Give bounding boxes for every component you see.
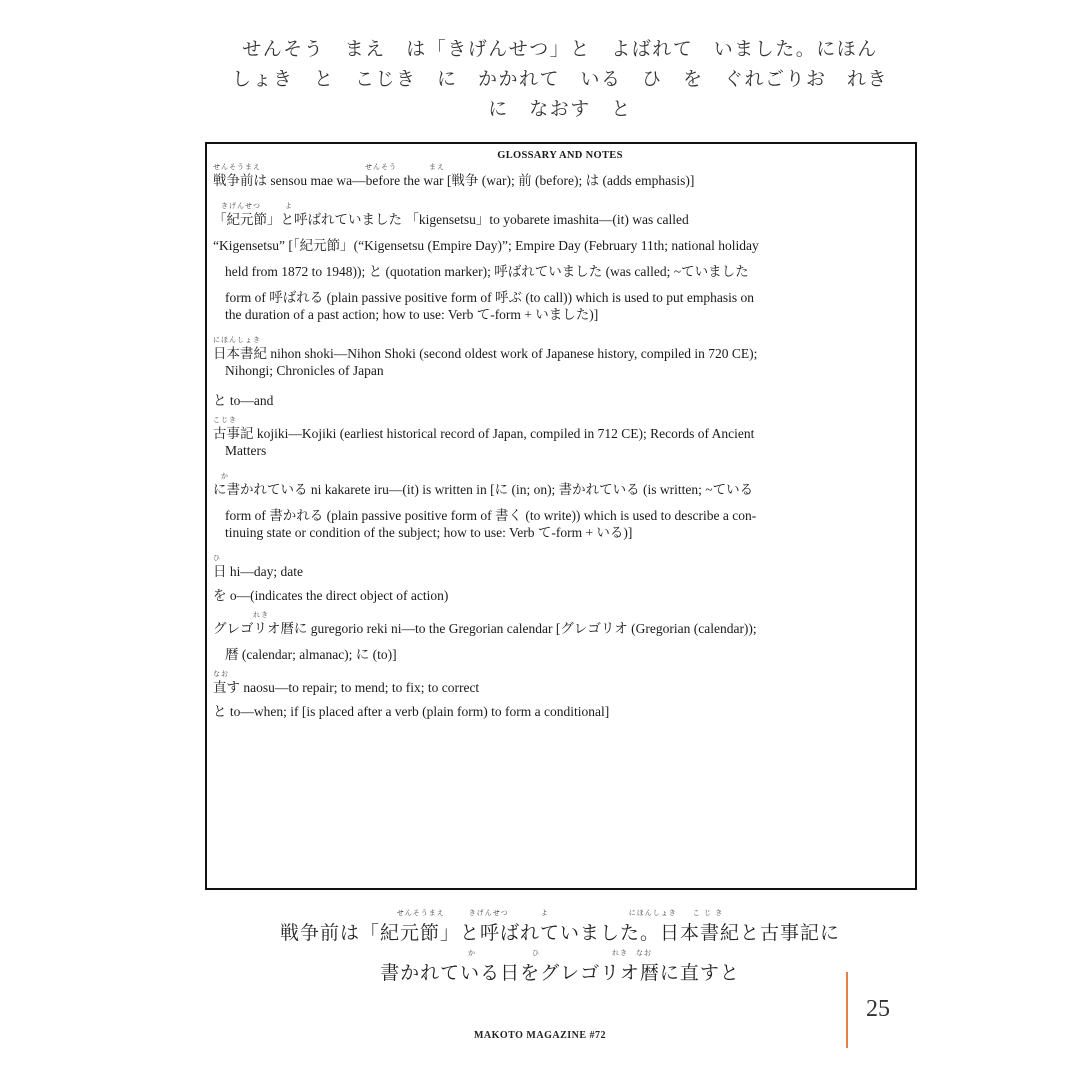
sentence-furigana-2: か ひ れき なお: [468, 949, 652, 957]
entry-line: 日 hi—day; date: [213, 564, 303, 579]
entry-line: 古事記 kojiki—Kojiki (earliest historical record of Japan, compiled in 712 CE); Records of Ancient: [213, 426, 755, 441]
kana-line-2: しょき と こじき に かかれて いる ひ を ぐれごりお れき: [231, 68, 888, 90]
kana-line-1: せんそう まえ は「きげんせつ」と よばれて いました。にほん: [242, 38, 878, 60]
furigana: なお: [213, 670, 229, 678]
entry-line: Matters: [225, 443, 267, 458]
glossary-entry-kojiki: [213, 416, 907, 459]
entry-line: 戦争前は sensou mae wa—before the war [戦争 (war); 前 (before); は (adds emphasis)]: [213, 173, 695, 188]
glossary-entry-nihon-shoki: [213, 336, 907, 379]
glossary-entry-to-conditional: [213, 703, 907, 720]
entry-line: “Kigensetsu” [「紀元節」(“Kigensetsu (Empire Day)”; Empire Day (February 11th; national holiday: [213, 238, 759, 253]
page-number-rule: [846, 972, 848, 1048]
furigana: こじき: [213, 416, 237, 424]
sentence-furigana-1: せんそうまえ きげんせつ よ にほんしょき こ じ き: [396, 909, 724, 917]
furigana: か: [213, 472, 229, 480]
kana-title-block: [200, 34, 920, 124]
magazine-footer: MAKOTO MAGAZINE #72: [473, 1030, 607, 1041]
entry-line: 日本書紀 nihon shoki—Nihon Shoki (second oldest work of Japanese history, compiled in 720 CE);: [213, 346, 758, 361]
sentence-line-1: 戦争前は「紀元節」と呼ばれていました。日本書紀と古事記に: [279, 922, 840, 944]
furigana: きげんせつ よ: [213, 202, 293, 210]
furigana: にほんしょき: [213, 336, 261, 344]
furigana: ひ: [213, 554, 221, 562]
glossary-entry-hi: [213, 554, 907, 580]
glossary-title: GLOSSARY AND NOTES: [497, 150, 623, 161]
entry-line: 「紀元節」と呼ばれていました 「kigensetsu」to yobarete imashita—(it) was called: [213, 212, 689, 227]
entry-line: と to—when; if [is placed after a verb (plain form) to form a conditional]: [213, 704, 610, 719]
entry-line: グレゴリオ暦に guregorio reki ni—to the Gregorian calendar [グレゴリオ (Gregorian (calendar));: [213, 621, 757, 636]
entry-line: the duration of a past action; how to use: Verb て-form + いました)]: [225, 307, 599, 322]
kana-line-3: に なおす と: [488, 98, 632, 120]
japanese-sentence: [200, 908, 920, 988]
glossary-entry-to-and: [213, 392, 907, 409]
entry-line: tinuing state or condition of the subject; how to use: Verb て-form + いる)]: [225, 525, 633, 540]
entry-line: form of 呼ばれる (plain passive positive form of 呼ぶ (to call)) which is used to put emphasis on: [225, 290, 755, 305]
furigana: れき: [213, 611, 269, 619]
entry-line: に書かれている ni kakarete iru—(it) is written in [に (in; on); 書かれている (is written; ~ている: [213, 482, 754, 497]
glossary-entry-o: [213, 587, 907, 604]
entry-line: 直す naosu—to repair; to mend; to fix; to correct: [213, 680, 480, 695]
entry-line: held from 1872 to 1948)); と (quotation marker); 呼ばれていました (was called; ~ていました: [225, 264, 749, 279]
sentence-line-2: 書かれている日をグレゴリオ暦に直すと: [380, 962, 740, 984]
entry-line: と to—and: [213, 393, 274, 408]
page-number: 25: [866, 996, 890, 1022]
glossary-box: [205, 142, 917, 890]
entry-line: form of 書かれる (plain passive positive form of 書く (to write)) which is used to describe a con-: [225, 508, 757, 523]
entry-line: を o—(indicates the direct object of action): [213, 588, 449, 603]
entry-line: Nihongi; Chronicles of Japan: [225, 363, 384, 378]
glossary-entry-kakarete-iru: [213, 472, 907, 541]
glossary-entry-sensou-mae: [213, 163, 907, 189]
glossary-entry-kigensetsu: [213, 202, 907, 323]
glossary-entry-naosu: [213, 670, 907, 696]
entry-line: 暦 (calendar; almanac); に (to)]: [225, 647, 397, 662]
glossary-entry-guregorio-reki: [213, 611, 907, 663]
furigana: せんそうまえ せんそう まえ: [213, 163, 445, 171]
